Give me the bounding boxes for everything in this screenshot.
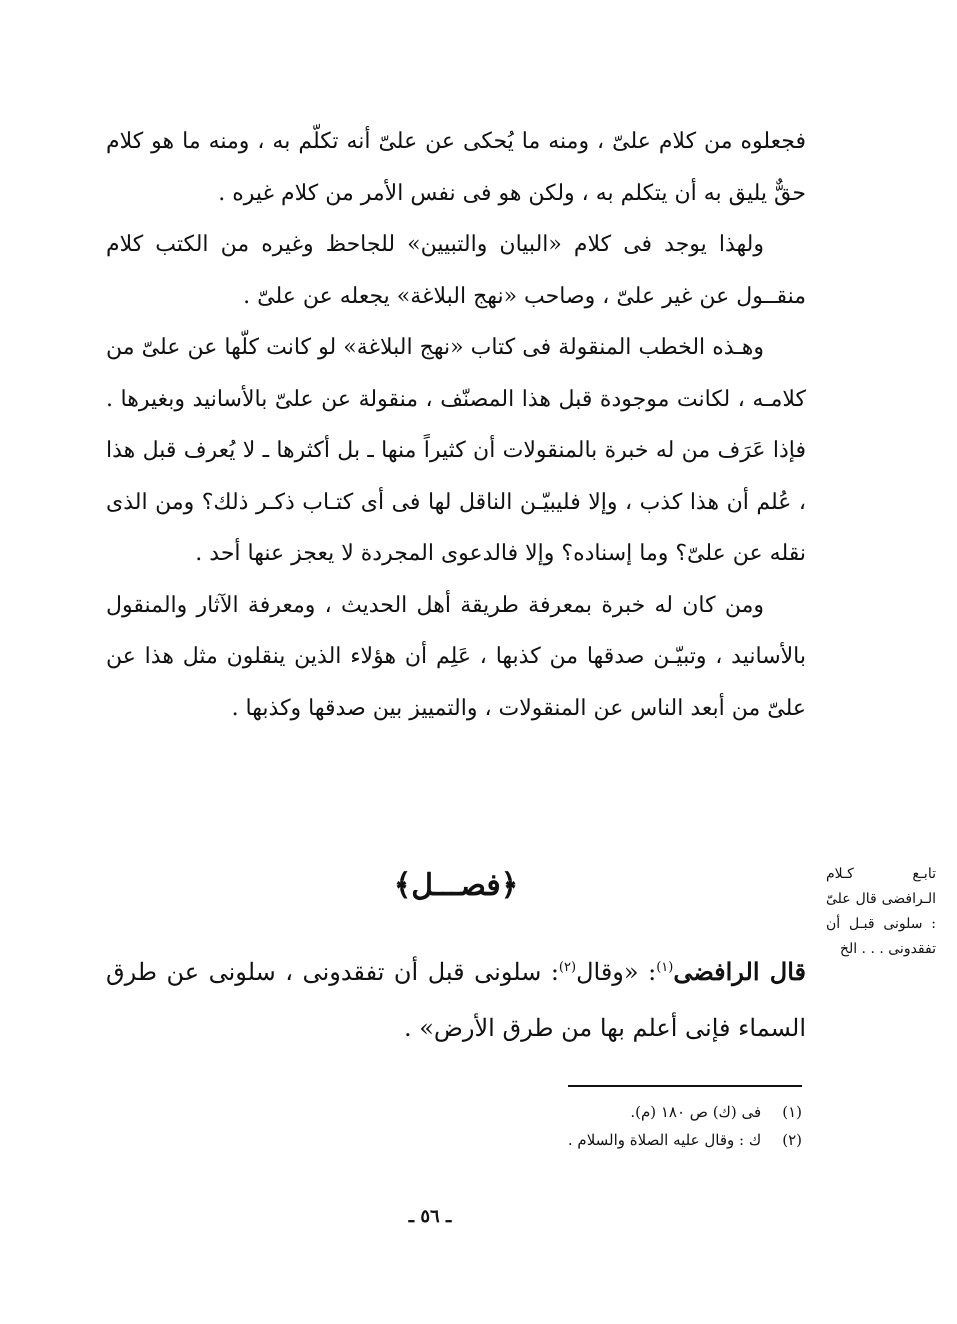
footnote-text: فى (ك) ص ١٨٠ (م).: [630, 1103, 762, 1121]
paragraph-3: وهـذه الخطب المنقولة فى كتاب «نهج البلاغة» لو كانت كلّها عن علىّ من كلامـه ، لكانت موجودة قبل هذا المصنّف ، منقولة عن علىّ بالأسانيد وبغيرها . فإذا عَرَف من له خبرة بالمنقولات أن كثيراً منها ـ بل أكثرها ـ لا يُعرف قبل هذا ، عُلم أن هذا كذب ، وإلا فليبيّـن الناقل لها فى أى كتـاب ذكـر ذلك؟ ومن الذى نقله عن علىّ؟ وما إسناده؟ وإلا فالدعوى المجردة لا يعجز عنها أحد .: [106, 335, 806, 566]
margin-note: تابـع كـلام الـرافضى قال علىّ : سلونى قبـل أن تفقدونى . . . الخ: [826, 866, 936, 957]
quote-lead: قال الرافضى: [673, 957, 806, 986]
quote-body: : سلونى قبل أن تفقدونى ، سلونى عن طرق السماء فإنى أعلم بها من طرق الأرض» .: [106, 958, 806, 1042]
paragraph-1: فجعلوه من كلام علىّ ، ومنه ما يُحكى عن علىّ أنه تكلّم به ، ومنه ما هو كلام حقٌّ يليق به أن يتكلم به ، ولكن هو فى نفس الأمر من كلام غيره .: [106, 129, 806, 206]
paragraph-4: ومن كان له خبرة بمعرفة طريقة أهل الحديث ، ومعرفة الآثار والمنقول بالأسانيد ، وتبيّـن صدقها من كذبها ، عَلِم أن هؤلاء الذين ينقلون مثل هذا عن علىّ من أبعد الناس عن المنقولات ، والتمييز بين صدقها وكذبها .: [106, 592, 806, 721]
paragraph-2: ولهذا يوجد فى كلام «البيان والتبيين» للجاحظ وغيره من الكتب كلام منقــول عن غير علىّ ، وصاحب «نهج البلاغة» يجعله عن علىّ .: [106, 232, 806, 309]
footnotes: [300, 1098, 802, 1154]
main-text-block: [106, 116, 806, 734]
footnote-number: (٢): [782, 1131, 802, 1149]
footnote-divider: [568, 1085, 802, 1087]
rafidi-quote: [106, 940, 806, 1056]
footnote-1: [300, 1098, 802, 1126]
section-heading: ﴿فصـــل﴾: [393, 868, 519, 903]
footnote-2: [300, 1126, 802, 1154]
footnote-number: (١): [782, 1103, 802, 1121]
quote-separator: : «وقال: [576, 958, 657, 986]
footnote-ref-2: (٢): [558, 960, 577, 975]
page-number: ـ ٥٦ ـ: [408, 1206, 452, 1227]
footnote-ref-1: (١): [656, 960, 674, 975]
footnote-text: ك : وقال عليه الصلاة والسلام .: [567, 1131, 762, 1149]
